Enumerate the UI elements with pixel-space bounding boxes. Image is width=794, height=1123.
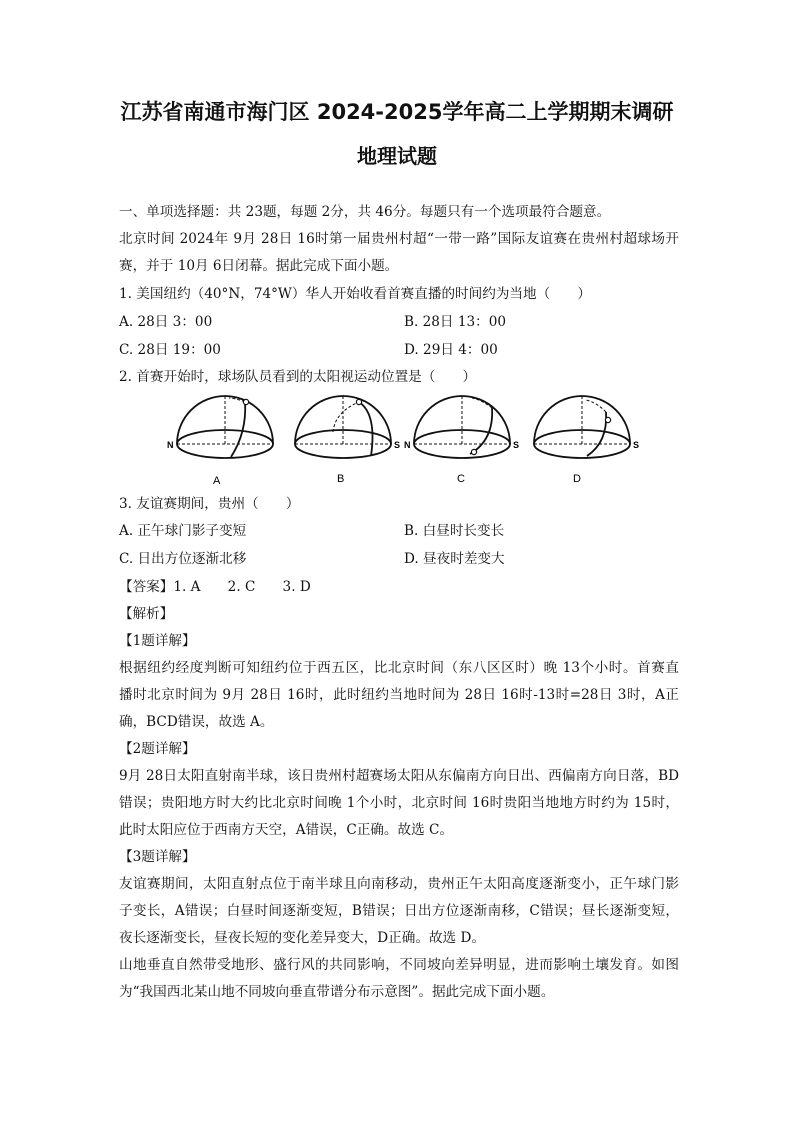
detail-3-line-3: 夜长逐渐变长，昼夜长短的变化差异变大，D正确。故选 D。 xyxy=(119,930,485,946)
diagram-a xyxy=(167,396,273,487)
q1-option-b: B. 28日 13：00 xyxy=(404,314,507,330)
detail-1-line-3: 确，BCD错误，故选 A。 xyxy=(119,714,274,730)
diagram-b xyxy=(295,396,400,485)
document-subtitle: 地理试题 xyxy=(357,144,437,168)
q3-option-d: D. 昼夜时差变大 xyxy=(404,551,505,567)
q1-option-c: C. 28日 19：00 xyxy=(119,342,221,358)
intro-line-2: 赛，并于 10月 6日闭幕。据此完成下面小题。 xyxy=(119,258,399,274)
diagram-a-label: A xyxy=(213,475,221,487)
detail-3-line-2: 子变长，A错误；白昼时间逐渐变短，B错误；日出方位逐渐南移，C错误；昼长逐渐变短， xyxy=(119,903,679,919)
next-intro-line-1: 山地垂直自然带受地形、盛行风的共同影响，不同坡向差异明显，进而影响土壤发育。如图 xyxy=(119,957,679,973)
document-title: 江苏省南通市海门区 2024-2025学年高二上学期期末调研 xyxy=(120,100,674,124)
q1-option-d: D. 29日 4：00 xyxy=(404,342,498,358)
detail-3-heading: 【3题详解】 xyxy=(119,849,196,865)
detail-3-line-1: 友谊赛期间，太阳直射点位于南半球且向南移动，贵州正午太阳高度逐渐变小，正午球门影 xyxy=(119,876,679,892)
q1-option-a: A. 28日 3：00 xyxy=(119,314,213,330)
q3-stem: 3. 友谊赛期间，贵州（ ） xyxy=(119,496,300,512)
analysis-heading: 【解析】 xyxy=(119,606,174,622)
q3-option-b: B. 白昼时长变长 xyxy=(404,523,505,539)
detail-2-line-3: 此时太阳应位于西南方天空，A错误，C正确。故选 C。 xyxy=(119,822,454,838)
next-intro-line-2: 为“我国西北某山地不同坡向垂直带谱分布示意图”。据此完成下面小题。 xyxy=(119,984,555,1000)
sun-marker xyxy=(605,417,610,422)
sun-marker xyxy=(471,449,476,454)
diagram-c-south-label: S xyxy=(513,440,520,450)
sun-marker xyxy=(356,399,361,404)
intro-line-1: 北京时间 2024年 9月 28日 16时第一届贵州村超“一带一路”国际友谊赛在贵州村超球场开 xyxy=(119,231,679,247)
detail-1-line-2: 播时北京时间为 9月 28日 16时，此时纽约当地时间为 28日 16时-13时=28日 3时，A正 xyxy=(119,687,679,703)
diagram-c-label: C xyxy=(457,473,465,485)
q2-stem: 2. 首赛开始时，球场队员看到的太阳视运动位置是（ ） xyxy=(119,369,477,385)
diagram-d xyxy=(534,396,639,485)
detail-1-heading: 【1题详解】 xyxy=(119,633,196,649)
q1-stem: 1. 美国纽约（40°N，74°W）华人开始收看首赛直播的时间约为当地（ ） xyxy=(119,286,591,302)
diagram-c-north-label: N xyxy=(404,440,411,450)
detail-2-line-2: 错误；贵阳地方时大约比北京时间晚 1个小时，北京时间 16时贵阳当地地方时约为 15时， xyxy=(119,795,679,811)
sun-path-front xyxy=(587,412,606,456)
q3-option-c: C. 日出方位逐渐北移 xyxy=(119,551,247,567)
section-heading: 一、单项选择题：共 23题，每题 2分，共 46分。每题只有一个选项最符合题意。 xyxy=(119,204,611,220)
q3-option-a: A. 正午球门影子变短 xyxy=(119,523,247,539)
diagram-a-north-label: N xyxy=(167,440,174,450)
diagram-d-south-label: S xyxy=(633,440,640,450)
answer-line: 【答案】1. A 2. C 3. D xyxy=(119,579,311,595)
sun-path-hidden xyxy=(586,400,606,412)
diagram-d-label: D xyxy=(573,473,581,485)
diagram-c xyxy=(404,396,519,485)
diagram-b-south-label: S xyxy=(394,440,401,450)
sun-path-visible xyxy=(333,402,359,432)
detail-2-line-1: 9月 28日太阳直射南半球，该日贵州村超赛场太阳从东偏南方向日出、西偏南方向日落，BD xyxy=(119,768,679,784)
sun-path-front xyxy=(359,402,373,456)
diagram-b-label: B xyxy=(337,473,345,485)
sun-marker xyxy=(243,399,248,404)
detail-1-line-1: 根据纽约经度判断可知纽约位于西五区，比北京时间（东八区区时）晚 13个小时。首赛直 xyxy=(119,660,679,676)
detail-2-heading: 【2题详解】 xyxy=(119,741,196,757)
sun-path-diagram xyxy=(160,392,640,490)
